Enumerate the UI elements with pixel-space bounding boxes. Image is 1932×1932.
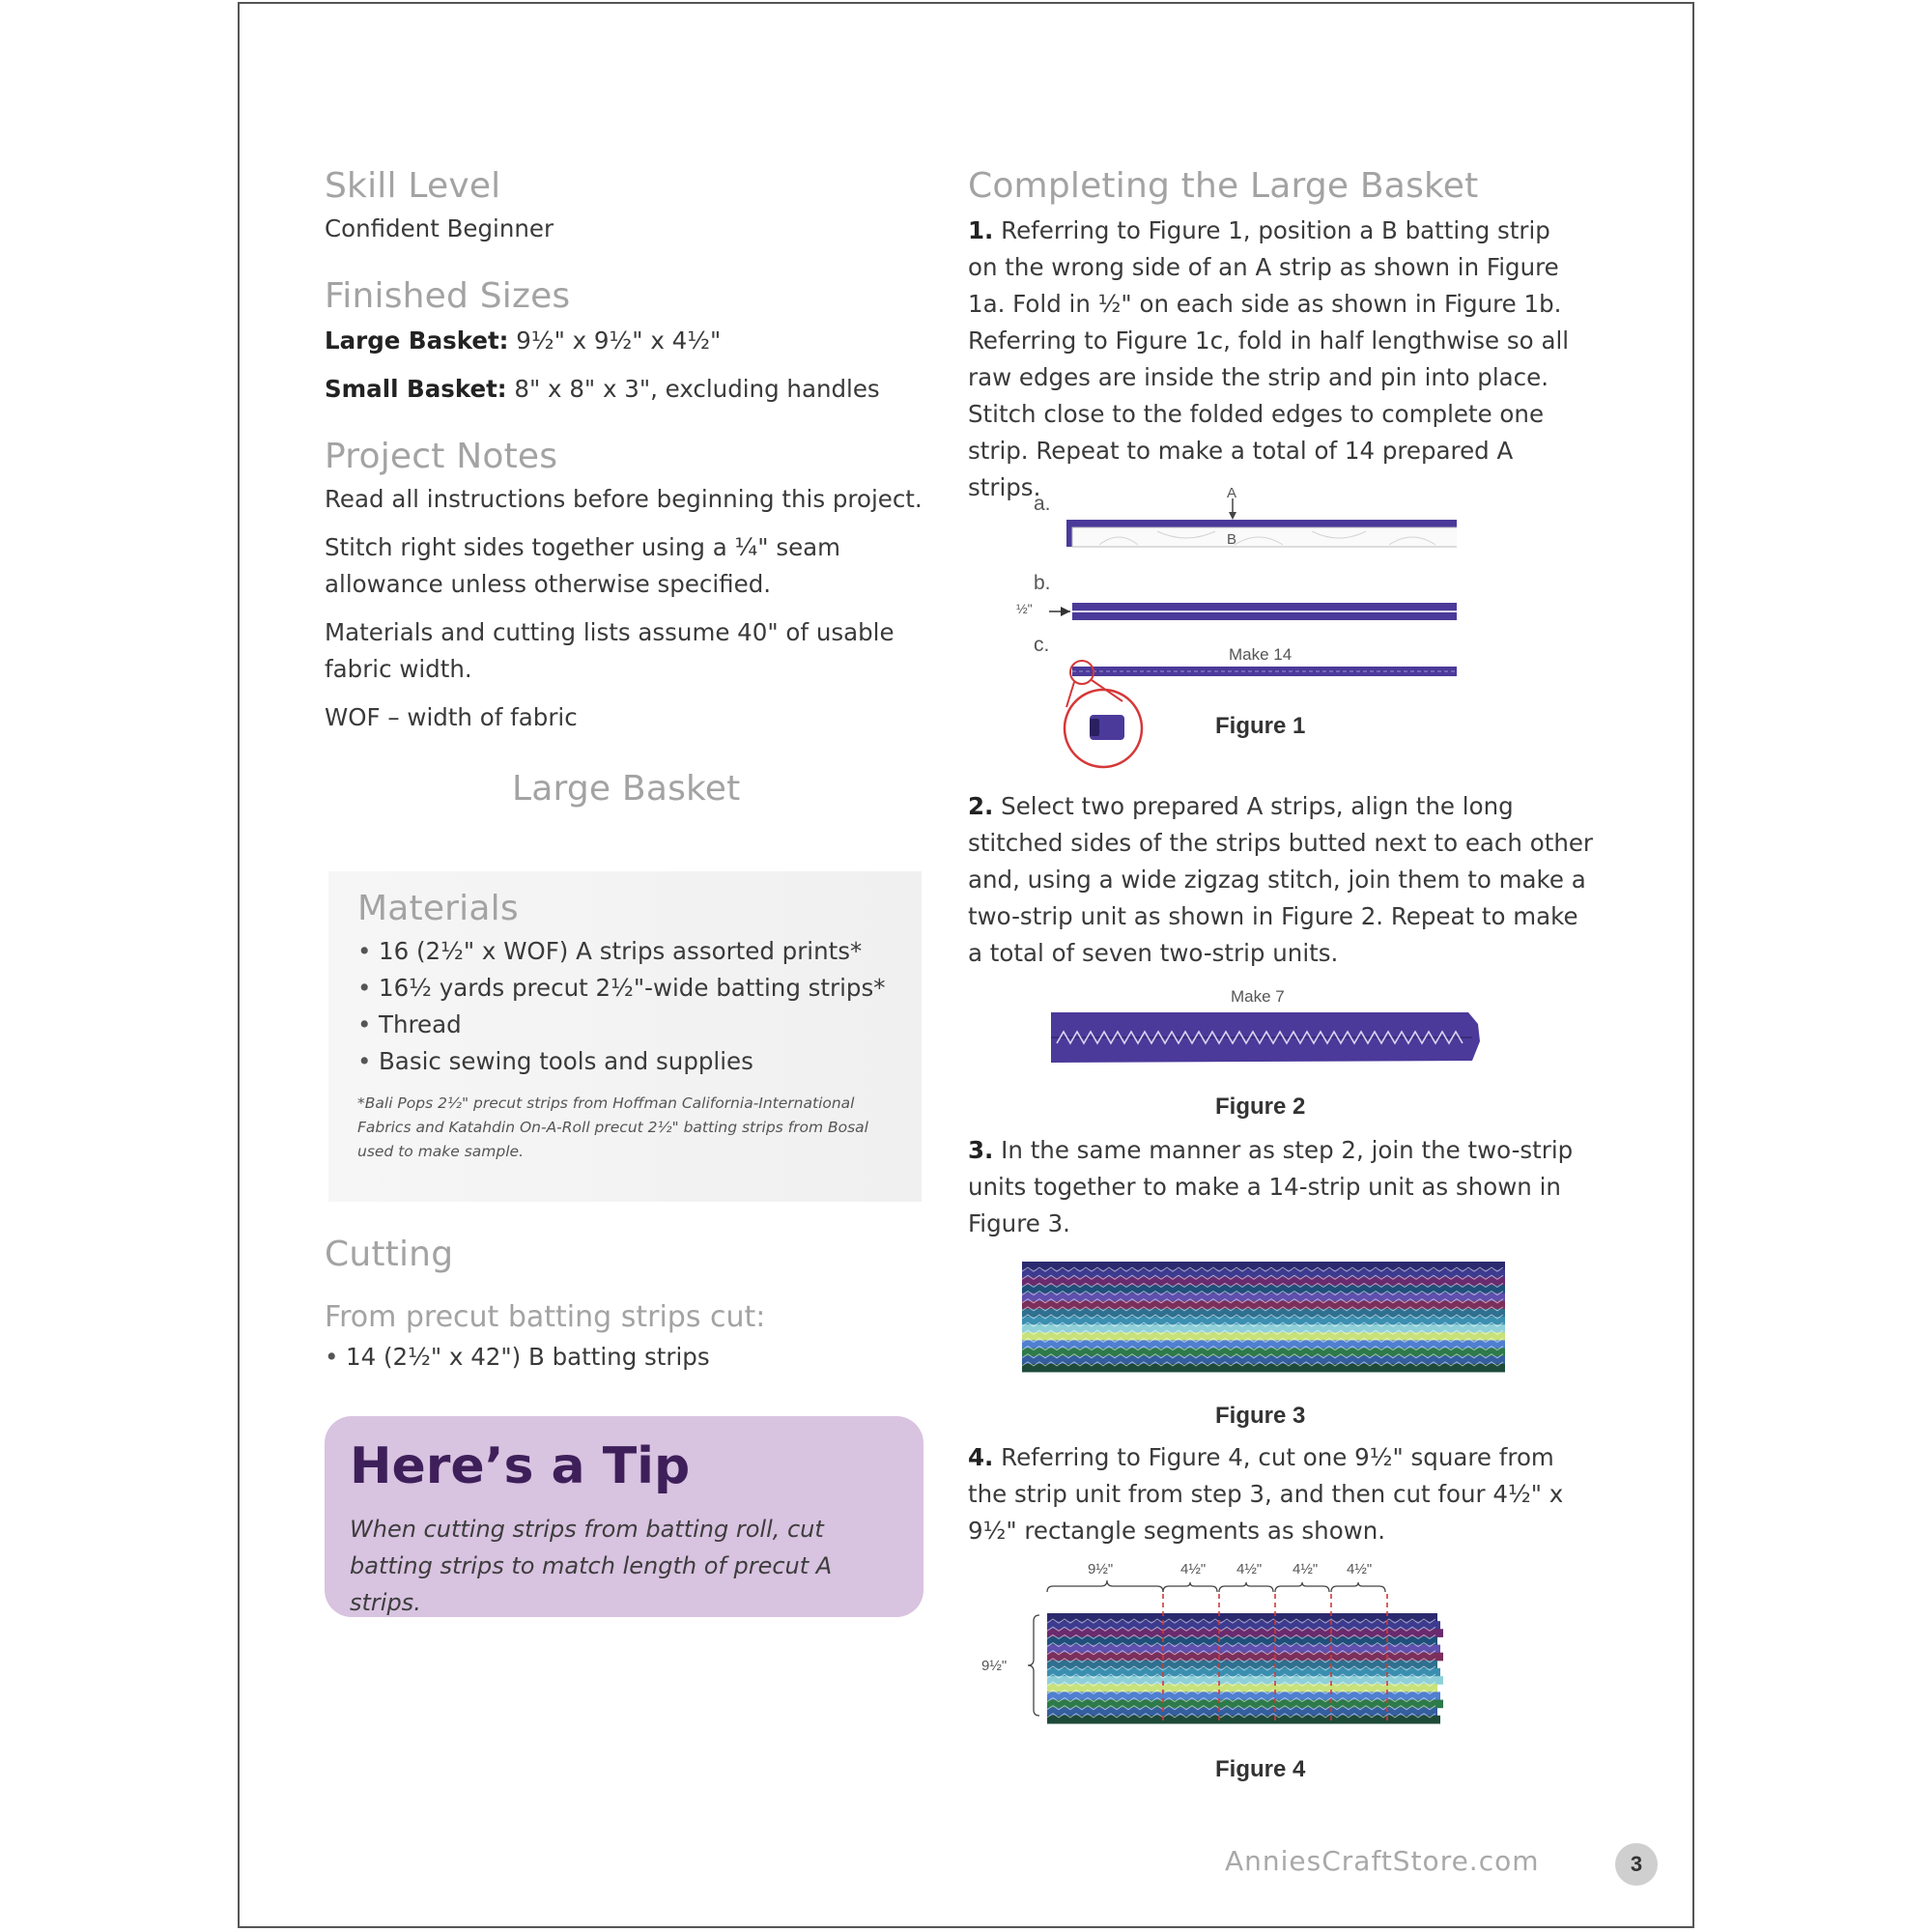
large-basket-label: Large Basket: [325,327,509,355]
step-number: 4. [968,1443,994,1471]
tip-title: Here’s a Tip [350,1437,691,1495]
fig1-label-strip-b: B [1227,531,1237,548]
step-text: Referring to Figure 1, position a B batting strip on the wrong side of an A strip as shown in Figure 1a. Fold in ½" on each side as shown in Figure 1b. Referring to Figure 1c, fold in half lengthwise so all raw edges are inside the strip and pin into place. Stitch close to the folded edges to complete one strip. Repeat to make a total of 14 prepared A strips. [968,216,1570,501]
step-4 [968,1439,1596,1549]
strip-a-fabric [1066,520,1457,527]
fig4-dim-rect: 4½" [1347,1561,1373,1577]
figure-2-diagram [1047,1009,1492,1070]
page-number: 3 [1615,1843,1658,1886]
figure-4-diagram [1012,1578,1476,1733]
figure-3-title: Figure 3 [1215,1403,1306,1429]
tip-box [325,1416,923,1617]
list-item: • Basic sewing tools and supplies [355,1043,896,1080]
step-number: 3. [968,1136,994,1164]
fig1-label-c: c. [1034,634,1050,656]
cut-strip-unit [1047,1613,1443,1724]
skill-level-value: Confident Beginner [325,214,554,242]
fig1-label-a: a. [1034,493,1051,515]
strip-a-edge [1066,520,1072,547]
figure-2-title: Figure 2 [1215,1094,1306,1120]
fig1-label-strip-a: A [1227,485,1237,501]
small-basket-label: Small Basket: [325,375,507,403]
tip-text: When cutting strips from batting roll, cut batting strips to match length of precut A strips. [350,1516,833,1616]
step-text: Referring to Figure 4, cut one 9½" square from the strip unit from step 3, and then cut four 4½" x 9½" rectangle segments as shown. [968,1443,1564,1545]
cutting-subheading: From precut batting strips cut: [325,1300,766,1334]
fig4-dim-rect: 4½" [1293,1561,1319,1577]
step-number: 1. [968,216,994,244]
step-2 [968,788,1596,972]
strip [1022,1364,1505,1373]
large-basket-heading: Large Basket [512,769,741,809]
footer-site: AnniesCraftStore.com [1225,1845,1540,1877]
finished-sizes-heading: Finished Sizes [325,276,571,316]
figure-4-title: Figure 4 [1215,1756,1306,1782]
brace-rect-4 [1331,1582,1385,1592]
strip-cross-section-fold [1090,719,1099,736]
list-item: • 14 (2½" x 42") B batting strips [323,1339,922,1376]
materials-list [355,933,896,1080]
half-inch-arrow-head [1061,607,1070,616]
step-3 [968,1132,1586,1242]
fig1-make-count: Make 14 [1229,645,1293,664]
cutting-list [323,1339,922,1376]
brace-rect-2 [1219,1582,1273,1592]
step-text: In the same manner as step 2, join the two-strip units together to make a 14-strip unit as shown in Figure 3. [968,1136,1574,1237]
small-basket-size [325,371,880,408]
step-text: Select two prepared A strips, align the long stitched sides of the strips butted next to each other and, using a wide zigzag stitch, join them to make a two-strip unit as shown in Figure 2. Repeat to make a total of seven two-strip units. [968,792,1593,967]
project-notes [325,481,943,736]
note-item: Stitch right sides together using a ¼" seam allowance unless otherwise specified. [325,533,841,598]
note-item: Read all instructions before beginning this project. [325,485,923,513]
figure-1-title: Figure 1 [1215,713,1306,739]
fig4-dim-rect: 4½" [1236,1561,1263,1577]
list-item: • 16 (2½" x WOF) A strips assorted prints* [355,933,896,970]
brace-rect-1 [1163,1582,1217,1592]
materials-heading: Materials [357,889,519,928]
cutting-heading: Cutting [325,1235,454,1274]
figure-3-diagram [1018,1258,1509,1376]
completing-heading: Completing the Large Basket [968,166,1479,206]
project-notes-heading: Project Notes [325,437,558,476]
note-item: Materials and cutting lists assume 40" of usable fabric width. [325,618,895,683]
list-item: • Thread [355,1007,896,1043]
fig1-label-b: b. [1034,572,1051,594]
step-1 [968,213,1586,506]
small-basket-value: 8" x 8" x 3", excluding handles [506,375,880,403]
list-item: • 16½ yards precut 2½"-wide batting strips* [355,970,896,1007]
fig4-dim-square: 9½" [1088,1561,1114,1577]
brace-side [1028,1615,1039,1716]
fig1-half-inch: ½" [1016,601,1033,616]
brace-square [1047,1580,1163,1592]
large-basket-value: 9½" x 9½" x 4½" [508,327,722,355]
step-number: 2. [968,792,994,820]
brace-rect-3 [1275,1582,1329,1592]
fourteen-strip-unit [1022,1262,1505,1373]
fig2-make-count: Make 7 [1231,987,1285,1006]
fig4-dim-rect: 4½" [1180,1561,1207,1577]
note-item: WOF – width of fabric [325,703,578,731]
page [238,2,1694,1928]
large-basket-size [325,323,721,359]
fig4-side-dim: 9½" [981,1658,1008,1674]
skill-level-heading: Skill Level [325,166,501,206]
pointer-arrow-a [1229,512,1236,520]
materials-footnote: *Bali Pops 2½" precut strips from Hoffman California-International Fabrics and Katahdin On-A-Roll precut 2½" batting strips from Bosal used to make sample. [357,1094,868,1160]
materials-box [328,871,922,1202]
